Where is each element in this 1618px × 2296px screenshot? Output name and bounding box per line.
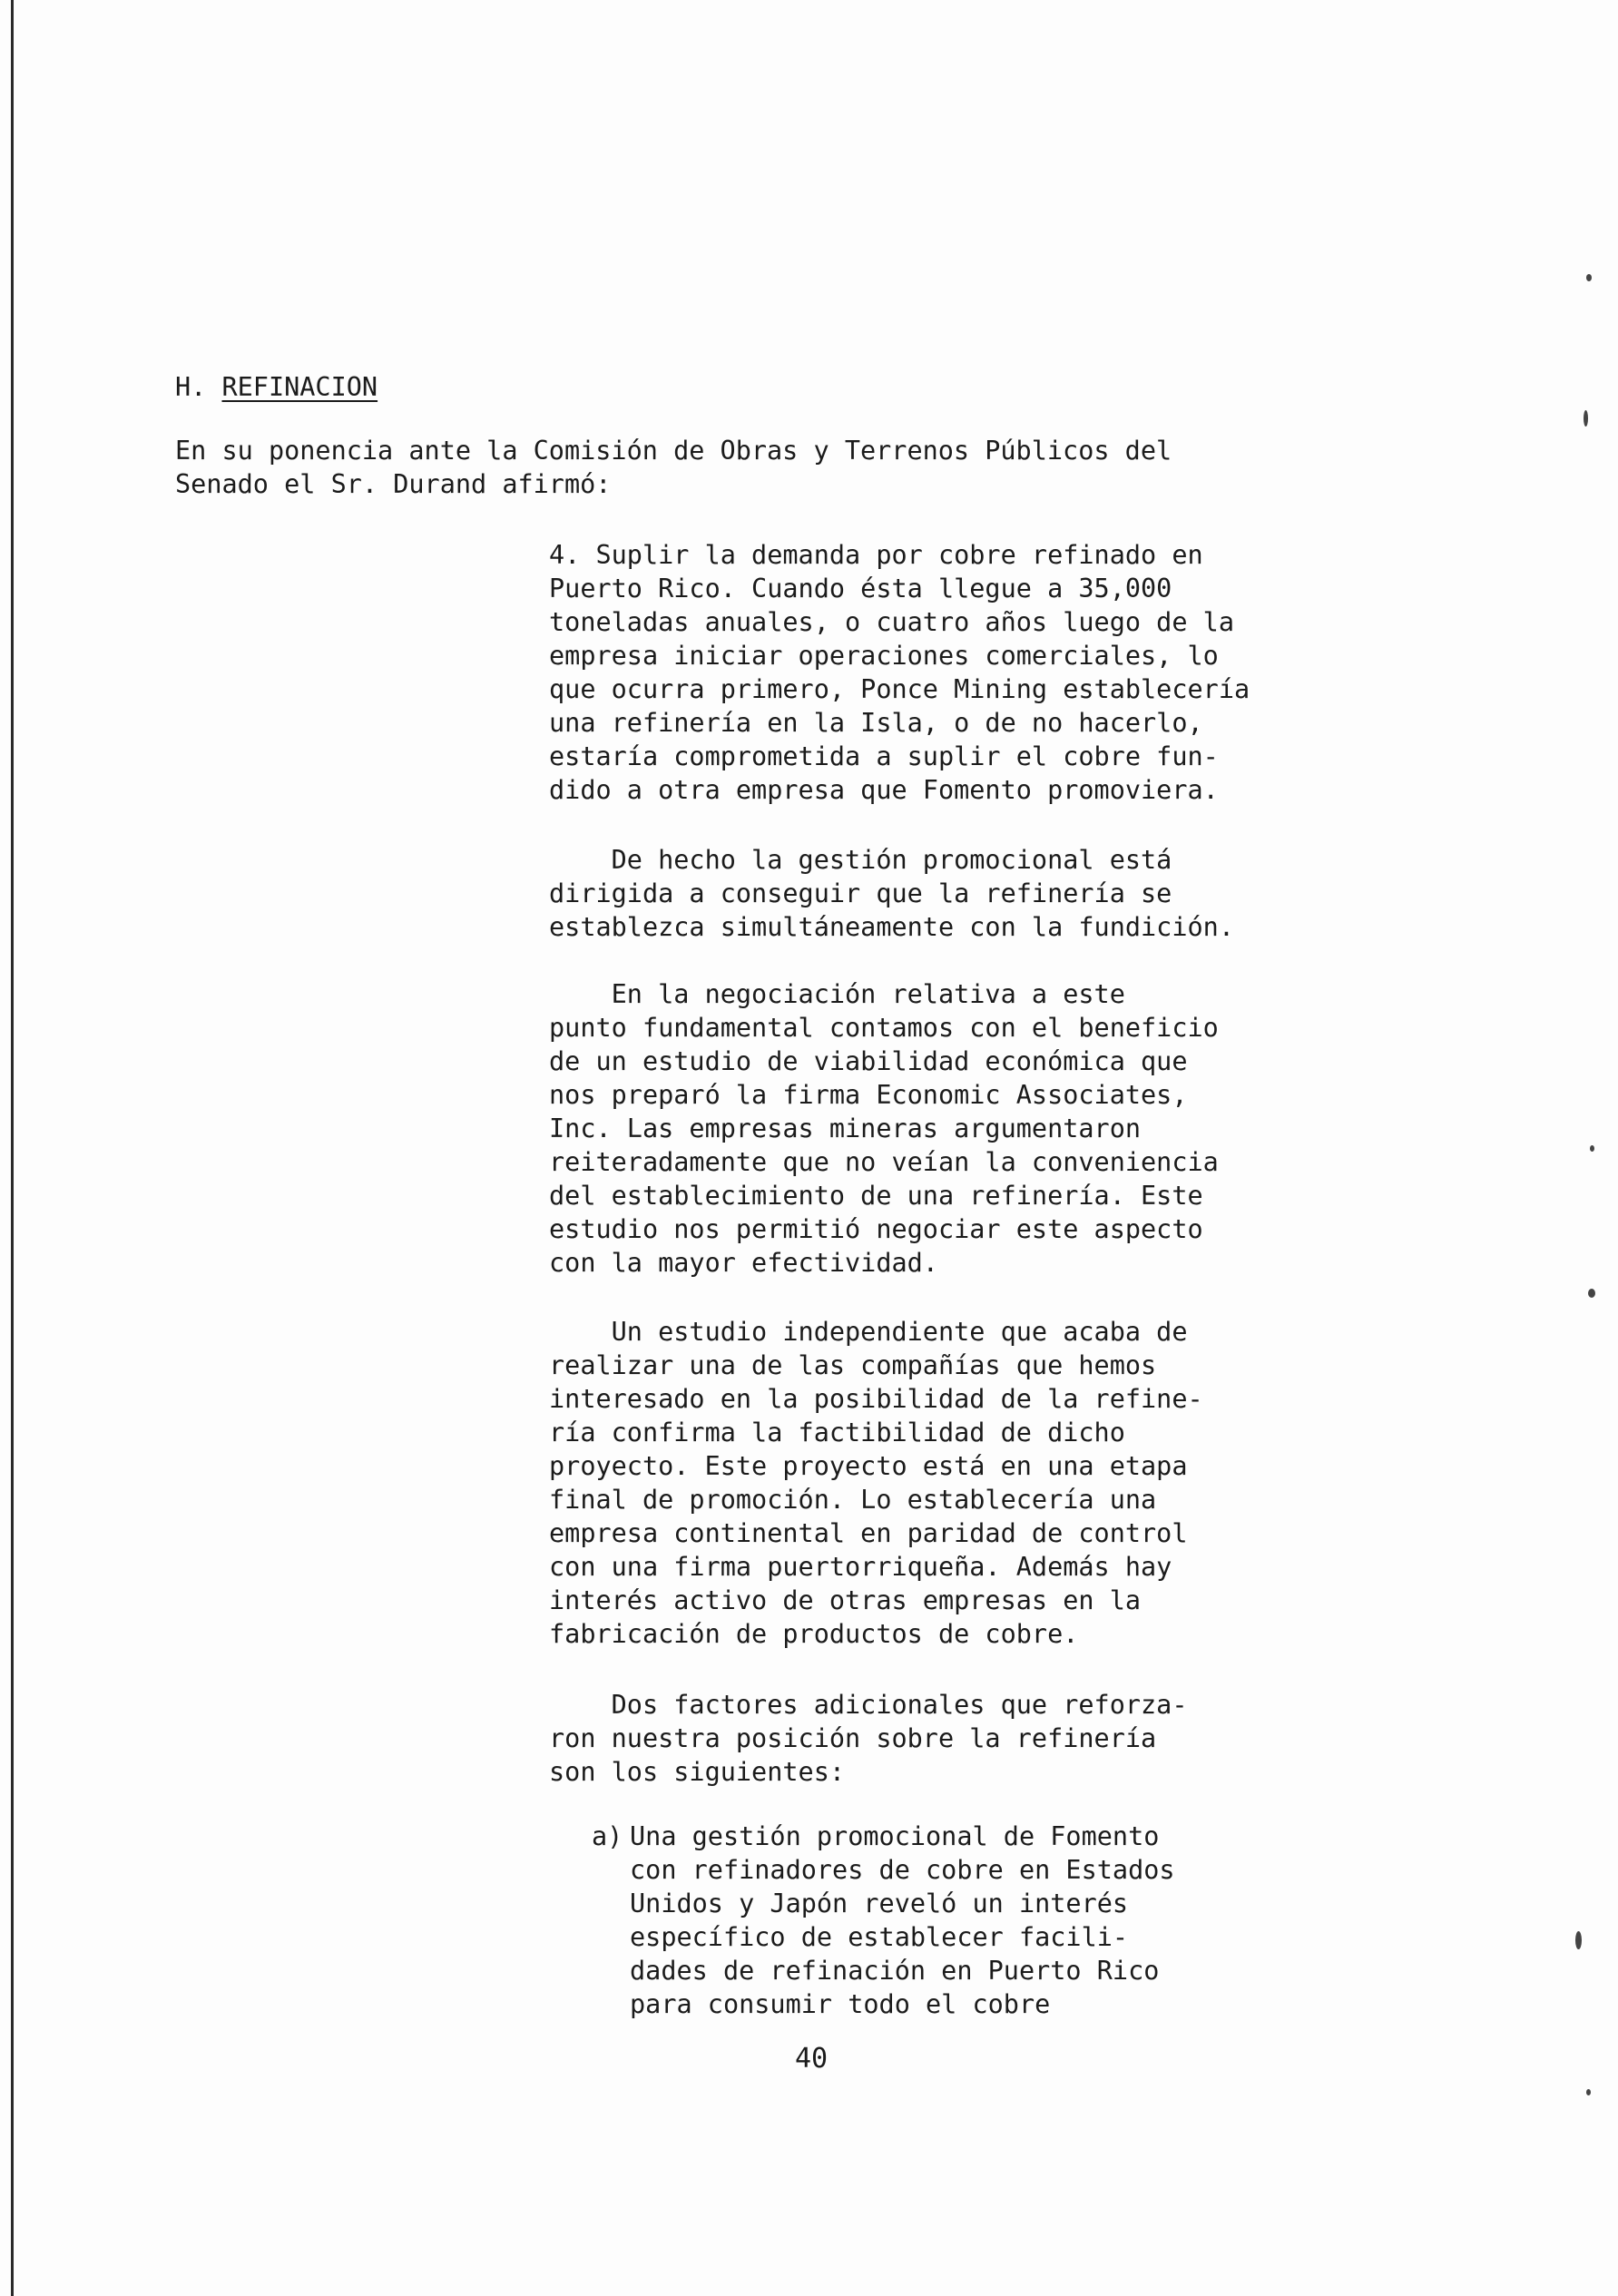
list-item-label-a: a)	[592, 1821, 623, 1851]
section-prefix: H.	[175, 372, 222, 402]
scan-speck	[1586, 2089, 1591, 2095]
scan-speck	[1575, 1931, 1582, 1949]
page-number: 40	[795, 2043, 829, 2075]
quote-paragraph-1: 4. Suplir la demanda por cobre refinado en Puerto Rico. Cuando ésta llegue a 35,000 toneladas anuales, o cuatro años luego de la empresa iniciar operaciones comerciales, lo que ocurra primero, Ponce Mining establecería una refinería en la Isla, o de no hacerlo, estaría comprometida a suplir el cobre fun- dido a otra empresa que Fomento promoviera.	[549, 540, 1250, 805]
intro-paragraph: En su ponencia ante la Comisión de Obras y Terrenos Públicos del Senado el Sr. Durand afirmó:	[175, 436, 1172, 499]
section-title: REFINACION	[221, 372, 378, 402]
quote-paragraph-4: Un estudio independiente que acaba de realizar una de las compañías que hemos interesado en la posibilidad de la refine- ría confirma la factibilidad de dicho proyecto. Este proyecto está en una etapa final de promoción. Lo establecería una empresa continental en paridad de control con una firma puertorriqueña. Además hay interés activo de otras empresas en la fabricación de productos de cobre.	[549, 1317, 1203, 1649]
quote-paragraph-5: Dos factores adicionales que reforza- ron nuestra posición sobre la refinería son los siguientes:	[549, 1690, 1188, 1787]
section-heading	[175, 370, 378, 404]
scan-speck	[1584, 410, 1588, 427]
list-item-a: Una gestión promocional de Fomento con refinadores de cobre en Estados Unidos y Japón reveló un interés específico de establecer facili- dades de refinación en Puerto Rico para consumir todo el cobre	[630, 1821, 1175, 2019]
quote-paragraph-2: De hecho la gestión promocional está dirigida a conseguir que la refinería se establezca simultáneamente con la fundición.	[549, 845, 1234, 942]
scan-speck	[1590, 1145, 1594, 1152]
scan-speck	[1588, 1289, 1595, 1298]
quote-paragraph-3: En la negociación relativa a este punto fundamental contamos con el beneficio de un estudio de viabilidad económica que nos preparó la firma Economic Associates, Inc. Las empresas mineras argumentaron reiteradamente que no veían la conveniencia del establecimiento de una refinería. Este estudio nos permitió negociar este aspecto con la mayor efectividad.	[549, 979, 1219, 1278]
scan-speck	[1586, 274, 1592, 281]
scan-edge-line	[11, 0, 14, 2296]
